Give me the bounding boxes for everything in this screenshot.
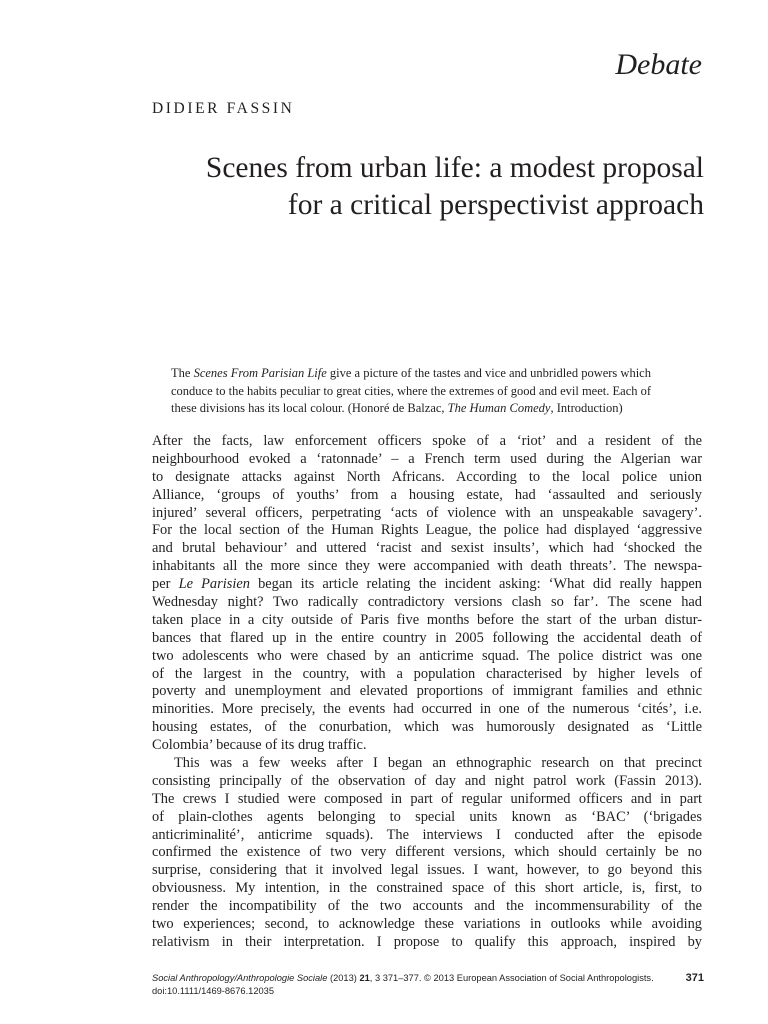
- body-line: This was a few weeks after I began an ethnographic research on that precinct: [174, 755, 702, 772]
- body-line: For the local section of the Human Rights League, the police had displayed ‘aggressive: [152, 522, 702, 539]
- body-line: poverty and unemployment and elevated proportions of immigrant families and ethnic: [152, 683, 702, 700]
- body-line: After the facts, law enforcement officers spoke of a ‘riot’ and a resident of the: [152, 433, 702, 449]
- epigraph-italic-work: The Human Comedy: [447, 401, 551, 416]
- citation: Social Anthropology/Anthropologie Sociale (2013) 21, 3 371–377. © 2013 European Association of Social Anthropologists.: [152, 973, 654, 983]
- epigraph-line-1: The Scenes From Parisian Life give a picture of the tastes and vice and unbridled powers which: [171, 366, 651, 380]
- body-line: consisting principally of the observation of day and night patrol work (Fassin 2013).: [152, 772, 702, 789]
- body-line: of plain-clothes agents belonging to special units known as ‘BAC’ (‘brigades: [152, 808, 702, 825]
- body-line: injured’ several officers, perpetrating ‘acts of violence with an unspeakable savagery’.: [152, 504, 702, 521]
- page-footer: [152, 972, 704, 998]
- body-line: Alliance, ‘groups of youths’ from a housing estate, had ‘assaulted and seriously: [152, 486, 702, 503]
- title-line-1: Scenes from urban life: a modest proposal: [205, 152, 704, 184]
- body-line: two adolescents who were chased by an anticrime squad. The police district was one: [152, 647, 702, 664]
- body-line: Colombia’ because of its drug traffic.: [152, 737, 367, 754]
- epigraph-line-3: these divisions has its local colour. (Honoré de Balzac, The Human Comedy, Introduction): [171, 401, 623, 416]
- footer-citation-row: [152, 972, 704, 985]
- journal-name: Social Anthropology/Anthropologie Sociale: [152, 973, 328, 983]
- body-line: bances that flared up in the entire country in 2005 following the accidental death of: [152, 629, 702, 646]
- epigraph-italic-title: Scenes From Parisian Life: [193, 366, 327, 380]
- body-line: relativism in their interpretation. I propose to qualify this approach, inspired by: [152, 933, 702, 950]
- body-line: surprise, considering that it involved legal issues. I want, however, to go beyond this: [152, 862, 702, 879]
- newspaper-name: Le Parisien: [178, 576, 250, 593]
- epigraph-line-2: conduce to the habits peculiar to great cities, where the extremes of good and evil meet. Each of: [171, 383, 652, 398]
- page-number: 371: [685, 972, 704, 984]
- body-line: minorities. More precisely, the events had occurred in one of the numerous ‘cités’, i.e.: [152, 701, 702, 718]
- body-line: housing estates, of the conurbation, which was humorously designated as ‘Little: [152, 719, 702, 736]
- body-line: per Le Parisien began its article relating the incident asking: ‘What did really happen: [152, 576, 702, 593]
- doi: doi:10.1111/1469-8676.12035: [152, 986, 275, 996]
- body-line: inhabitants all the more since they were accompanied with death threats’. The newspa-: [152, 558, 702, 575]
- title-line-2: for a critical perspectivist approach: [287, 189, 704, 221]
- volume: 21: [359, 973, 370, 983]
- body-line: The crews I studied were composed in part of regular uniformed officers and in part: [152, 790, 702, 807]
- section-label: Debate: [615, 48, 702, 81]
- body-line: taken place in a city outside of Paris five months before the start of the urban distur-: [152, 611, 702, 628]
- body-line: to designate attacks against North Africans. According to the local police union: [152, 468, 702, 485]
- body-text: [152, 433, 702, 952]
- body-line: neighbourhood evoked a ‘ratonnade’ – a French term used during the Algerian war: [152, 450, 702, 467]
- body-line: and brutal behaviour’ and uttered ‘racist and sexist insults’, which had ‘shocked the: [152, 540, 702, 557]
- body-line: two experiences; second, to acknowledge these variations in outlooks while avoiding: [152, 916, 702, 933]
- author-name: DIDIER FASSIN: [152, 100, 295, 117]
- body-line: of the largest in the country, with a population characterised by higher levels of: [152, 665, 702, 682]
- body-line: confirmed the existence of two very different versions, which should certainly be no: [152, 844, 702, 861]
- body-line: obviousness. My intention, in the constrained space of this short article, is, first, to: [152, 880, 702, 897]
- article-title: [104, 150, 704, 224]
- body-line: anticriminalité’, anticrime squads). The interviews I conducted after the episode: [152, 826, 702, 843]
- epigraph: [171, 365, 701, 418]
- body-line: render the incompatibility of the two accounts and the incommensurability of the: [152, 898, 702, 915]
- body-line: Wednesday night? Two radically contradictory versions clash so far’. The scene had: [152, 594, 702, 611]
